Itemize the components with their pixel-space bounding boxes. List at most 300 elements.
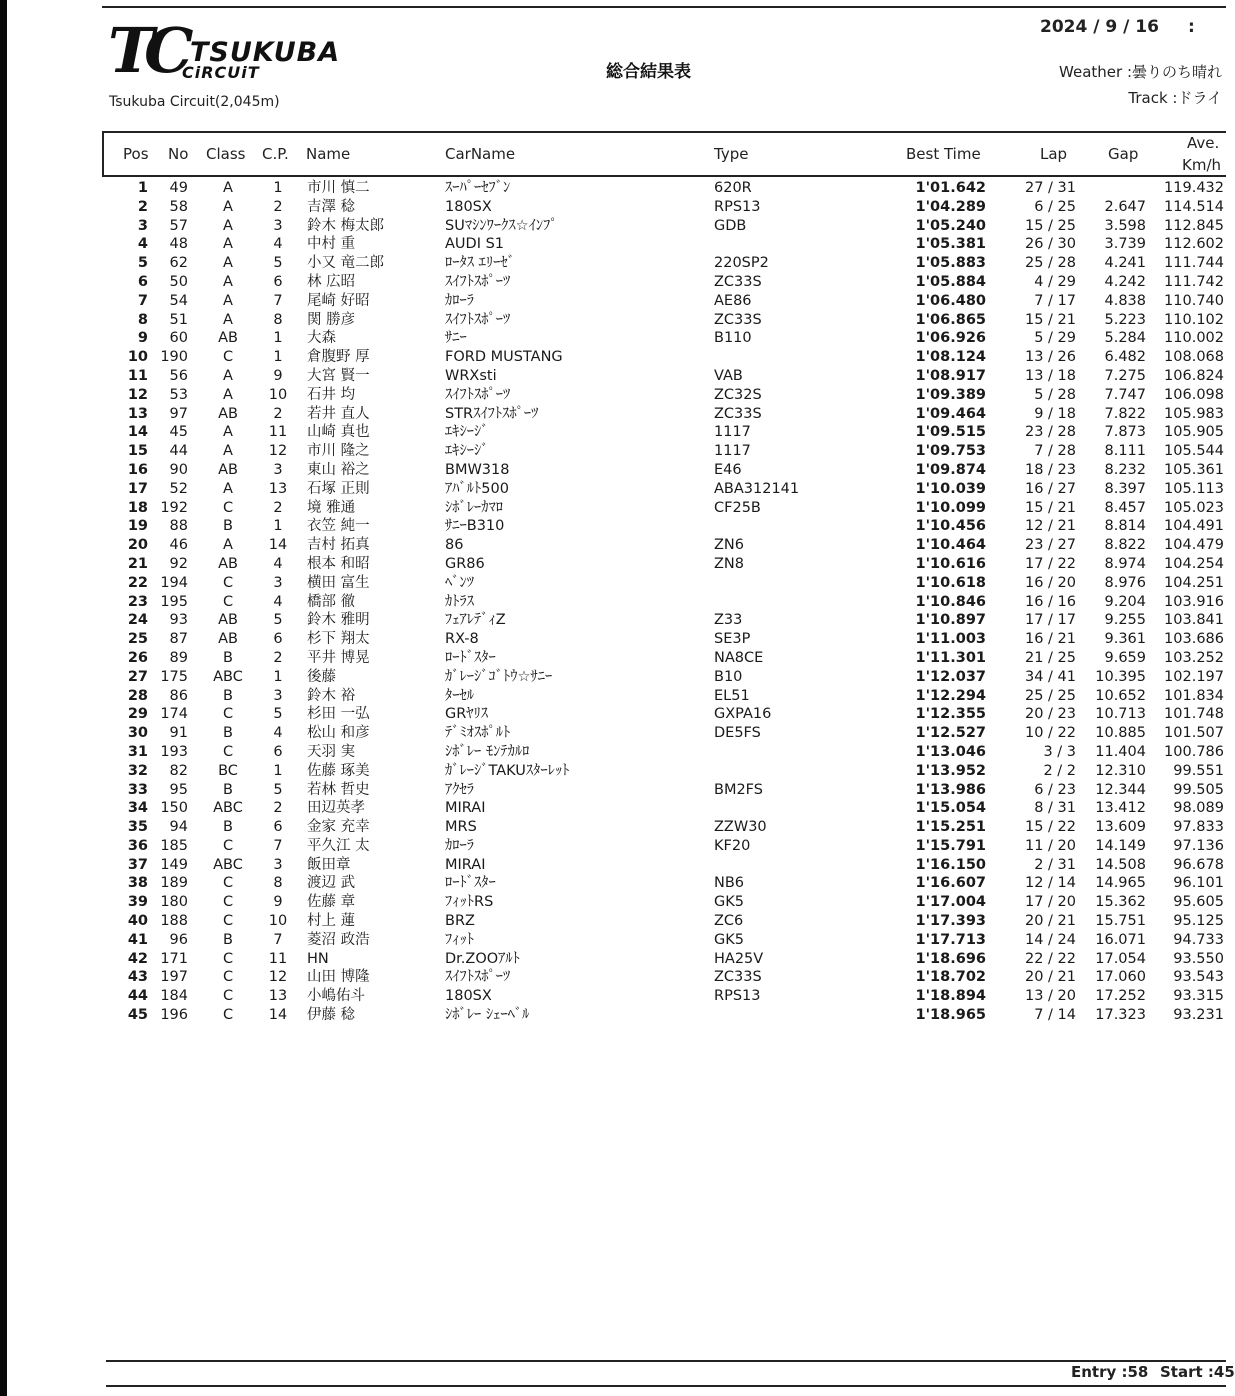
result-class-position: 8 (273, 311, 283, 328)
result-car-number: 44 (169, 443, 188, 460)
result-class: A (223, 311, 233, 328)
result-pos: 33 (127, 781, 148, 798)
result-car-number: 175 (160, 668, 188, 685)
result-average-speed: 104.251 (1164, 574, 1224, 591)
result-lap: 26 / 30 (1024, 236, 1076, 253)
result-driver-name: 菱沼 政浩 (307, 931, 370, 948)
table-row (0, 668, 1226, 687)
result-class: A (223, 386, 233, 403)
result-gap: 9.659 (1104, 649, 1146, 666)
result-average-speed: 96.101 (1173, 875, 1224, 892)
result-pos: 19 (127, 518, 148, 535)
result-lap: 16 / 21 (1024, 631, 1076, 648)
col-best-time: Best Time (906, 145, 981, 163)
result-driver-name: 松山 和彦 (307, 725, 370, 742)
result-class: B (223, 819, 233, 836)
result-average-speed: 104.491 (1164, 518, 1224, 535)
result-class-position: 10 (268, 913, 288, 930)
result-car-type: ZC33S (714, 969, 762, 986)
col-no: No (168, 145, 189, 163)
result-class-position: 10 (268, 386, 288, 403)
result-driver-name: 鈴木 雅明 (307, 612, 370, 629)
result-driver-name: 佐藤 琢美 (307, 762, 370, 779)
result-class-position: 12 (268, 443, 288, 460)
logo-wordmark-bottom: CiRCUiT (182, 63, 260, 82)
result-lap: 12 / 21 (1024, 518, 1076, 535)
result-pos: 21 (127, 555, 148, 572)
result-best-time: 1'10.616 (915, 555, 986, 572)
result-car-number: 58 (169, 198, 188, 215)
result-best-time: 1'08.917 (915, 367, 986, 384)
result-class-position: 7 (273, 837, 283, 854)
result-best-time: 1'17.713 (915, 931, 986, 948)
table-row (0, 536, 1226, 555)
result-best-time: 1'18.965 (915, 1007, 986, 1024)
result-car-number: 46 (169, 537, 188, 554)
table-row (0, 348, 1226, 367)
table-row (0, 423, 1226, 442)
result-average-speed: 95.605 (1173, 894, 1224, 911)
result-gap: 8.457 (1104, 499, 1146, 516)
result-best-time: 1'05.381 (915, 236, 986, 253)
result-class-position: 2 (273, 800, 283, 817)
result-class: A (223, 480, 233, 497)
result-car-name: AUDI S1 (445, 236, 505, 253)
result-class-position: 5 (273, 255, 283, 272)
result-driver-name: 山崎 真也 (307, 424, 370, 441)
result-pos: 29 (127, 706, 148, 723)
track-info: Track :ドライ (1128, 89, 1222, 107)
result-average-speed: 111.744 (1164, 255, 1224, 272)
result-car-name: WRXsti (445, 367, 497, 384)
result-driver-name: 天羽 実 (307, 743, 356, 760)
result-average-speed: 97.833 (1173, 819, 1224, 836)
result-pos: 31 (127, 743, 148, 760)
result-average-speed: 105.361 (1164, 461, 1224, 478)
result-average-speed: 103.841 (1164, 612, 1224, 629)
result-pos: 16 (127, 461, 148, 478)
result-average-speed: 106.824 (1164, 367, 1224, 384)
result-average-speed: 105.905 (1164, 424, 1224, 441)
result-class: A (223, 443, 233, 460)
result-lap: 25 / 25 (1024, 687, 1076, 704)
result-best-time: 1'15.251 (915, 819, 986, 836)
result-car-number: 62 (169, 255, 188, 272)
result-driver-name: 境 雅通 (307, 499, 356, 516)
result-pos: 43 (127, 969, 148, 986)
result-driver-name: 田辺英孝 (307, 800, 365, 817)
result-driver-name: 尾崎 好昭 (307, 292, 370, 309)
result-class-position: 6 (273, 273, 283, 290)
result-pos: 18 (127, 499, 148, 516)
result-gap: 17.060 (1095, 969, 1146, 986)
result-class-position: 3 (273, 856, 283, 873)
result-pos: 41 (127, 931, 148, 948)
result-lap: 13 / 26 (1024, 349, 1076, 366)
result-average-speed: 99.551 (1173, 762, 1224, 779)
result-best-time: 1'15.054 (915, 800, 986, 817)
table-row (0, 874, 1226, 893)
result-driver-name: 東山 裕之 (307, 461, 370, 478)
result-best-time: 1'16.607 (915, 875, 986, 892)
result-car-name: ｽｲﾌﾄｽﾎﾟｰﾂ (445, 386, 511, 403)
result-best-time: 1'04.289 (915, 198, 986, 215)
result-class-position: 6 (273, 819, 283, 836)
result-class-position: 1 (273, 762, 283, 779)
table-row (0, 856, 1226, 875)
table-row (0, 799, 1226, 818)
circuit-name: Tsukuba Circuit(2,045m) (109, 94, 280, 110)
result-lap: 7 / 28 (1034, 443, 1076, 460)
result-car-name: ﾛｰﾀｽ ｴﾘｰｾﾞ (445, 255, 515, 272)
result-best-time: 1'05.884 (915, 273, 986, 290)
result-car-name: ｶﾛｰﾗ (445, 292, 474, 309)
result-class: C (222, 1007, 234, 1024)
result-car-number: 51 (169, 311, 188, 328)
result-car-number: 192 (160, 499, 188, 516)
result-class-position: 2 (273, 649, 283, 666)
result-lap: 16 / 20 (1024, 574, 1076, 591)
result-driver-name: 伊藤 稔 (307, 1007, 356, 1024)
result-car-name: STRｽｲﾌﾄｽﾎﾟｰﾂ (445, 405, 539, 422)
result-driver-name: 市川 隆之 (307, 443, 370, 460)
result-best-time: 1'18.702 (915, 969, 986, 986)
result-gap: 10.713 (1095, 706, 1146, 723)
result-car-number: 49 (169, 180, 188, 196)
result-class-position: 8 (273, 875, 283, 892)
result-class: AB (218, 631, 238, 648)
result-average-speed: 106.098 (1164, 386, 1224, 403)
result-best-time: 1'18.696 (915, 950, 986, 967)
col-name: Name (306, 145, 351, 163)
result-car-name: ｼﾎﾞﾚｰ ﾓﾝﾃｶﾙﾛ (445, 743, 530, 760)
result-gap: 10.652 (1095, 687, 1146, 704)
result-pos: 13 (127, 405, 148, 422)
result-pos: 39 (127, 894, 148, 911)
result-lap: 18 / 23 (1024, 461, 1076, 478)
result-gap: 5.223 (1104, 311, 1146, 328)
result-lap: 17 / 20 (1024, 894, 1076, 911)
table-row (0, 743, 1226, 762)
result-car-name: MRS (445, 819, 477, 836)
result-car-name: ｽｲﾌﾄｽﾎﾟｰﾂ (445, 969, 511, 986)
result-class-position: 11 (268, 950, 288, 967)
result-gap: 6.482 (1104, 349, 1146, 366)
result-driver-name: 関 勝彦 (307, 311, 356, 328)
result-car-name: Dr.ZOOｱﾙﾄ (445, 950, 520, 967)
result-average-speed: 99.505 (1173, 781, 1224, 798)
result-class: AB (218, 612, 238, 629)
table-row (0, 235, 1226, 254)
results-table-body (0, 179, 1226, 1025)
result-car-number: 50 (169, 273, 188, 290)
result-best-time: 1'08.124 (915, 349, 986, 366)
result-pos: 15 (127, 443, 148, 460)
result-average-speed: 108.068 (1164, 349, 1224, 366)
header-top-rule (102, 131, 1226, 133)
result-lap: 23 / 27 (1024, 537, 1076, 554)
result-car-type: 220SP2 (714, 255, 769, 272)
result-car-name: FORD MUSTANG (445, 349, 563, 366)
result-gap: 10.885 (1095, 725, 1146, 742)
result-best-time: 1'13.046 (915, 743, 986, 760)
result-class-position: 11 (268, 424, 288, 441)
result-gap: 8.232 (1104, 461, 1146, 478)
result-car-name: ｼﾎﾞﾚｰ ｼｪｰﾍﾞﾙ (445, 1007, 530, 1024)
result-best-time: 1'06.865 (915, 311, 986, 328)
result-lap: 2 / 31 (1034, 856, 1076, 873)
col-lap: Lap (1040, 145, 1068, 163)
result-lap: 23 / 28 (1024, 424, 1076, 441)
result-class-position: 5 (273, 781, 283, 798)
table-row (0, 367, 1226, 386)
result-pos: 3 (137, 217, 148, 234)
result-class: ABC (213, 800, 243, 817)
result-car-name: MIRAI (445, 800, 486, 817)
result-best-time: 1'10.618 (915, 574, 986, 591)
result-pos: 24 (127, 612, 148, 629)
result-lap: 6 / 25 (1034, 198, 1076, 215)
result-car-name: ｽｲﾌﾄｽﾎﾟｰﾂ (445, 311, 511, 328)
result-average-speed: 103.916 (1164, 593, 1224, 610)
result-best-time: 1'10.456 (915, 518, 986, 535)
result-driver-name: 平久江 太 (307, 837, 370, 854)
result-car-number: 95 (169, 781, 188, 798)
result-lap: 12 / 14 (1024, 875, 1076, 892)
result-class: A (223, 255, 233, 272)
table-row (0, 705, 1226, 724)
col-ave: Ave. (1187, 134, 1220, 152)
result-class: C (222, 894, 234, 911)
result-average-speed: 119.432 (1164, 180, 1224, 196)
col-type: Type (714, 145, 749, 163)
result-car-name: ｶﾞﾚｰｼﾞｺﾞﾄｳ☆ｻﾆｰ (445, 668, 553, 685)
result-best-time: 1'05.883 (915, 255, 986, 272)
table-row (0, 1006, 1226, 1025)
table-row (0, 893, 1226, 912)
table-row (0, 405, 1226, 424)
col-gap: Gap (1108, 145, 1139, 163)
result-class-position: 13 (268, 480, 288, 497)
result-average-speed: 103.686 (1164, 631, 1224, 648)
table-row (0, 292, 1226, 311)
result-class-position: 3 (273, 574, 283, 591)
result-pos: 30 (127, 725, 148, 742)
result-class-position: 3 (273, 461, 283, 478)
result-car-number: 96 (169, 931, 188, 948)
footer-bottom-rule (106, 1385, 1226, 1387)
result-car-number: 188 (160, 913, 188, 930)
result-average-speed: 103.252 (1164, 649, 1224, 666)
result-pos: 37 (127, 856, 148, 873)
result-average-speed: 100.786 (1164, 743, 1224, 760)
result-car-number: 82 (169, 762, 188, 779)
result-car-type: ZC32S (714, 386, 762, 403)
result-class: C (222, 706, 234, 723)
result-best-time: 1'13.952 (915, 762, 986, 779)
result-pos: 14 (127, 424, 148, 441)
logo-mark: TC (108, 14, 184, 87)
result-driver-name: 杉下 翔太 (307, 631, 370, 648)
result-car-type: ZC6 (714, 913, 744, 930)
result-gap: 3.598 (1104, 217, 1146, 234)
result-car-name: ﾍﾞﾝﾂ (445, 574, 474, 591)
result-lap: 13 / 20 (1024, 988, 1076, 1005)
result-car-type: B110 (714, 330, 752, 347)
result-car-number: 52 (169, 480, 188, 497)
col-pos: Pos (123, 145, 149, 163)
result-car-name: GR86 (445, 555, 485, 572)
result-driver-name: 橋部 徹 (307, 593, 356, 610)
result-car-type: NB6 (714, 875, 745, 892)
result-gap: 15.362 (1095, 894, 1146, 911)
result-lap: 25 / 28 (1024, 255, 1076, 272)
result-pos: 44 (127, 988, 148, 1005)
result-class-position: 12 (268, 969, 288, 986)
result-class: C (222, 969, 234, 986)
result-gap: 12.344 (1095, 781, 1146, 798)
result-car-number: 185 (160, 837, 188, 854)
result-class-position: 1 (273, 180, 283, 196)
result-car-name: ｼﾎﾞﾚｰｶﾏﾛ (445, 499, 503, 516)
result-gap: 8.822 (1104, 537, 1146, 554)
result-pos: 17 (127, 480, 148, 497)
result-driver-name: 金家 充幸 (307, 819, 370, 836)
header-left-rule (102, 131, 104, 177)
result-car-number: 93 (169, 612, 188, 629)
table-row (0, 461, 1226, 480)
result-average-speed: 105.023 (1164, 499, 1224, 516)
result-car-number: 86 (169, 687, 188, 704)
result-lap: 4 / 29 (1034, 273, 1076, 290)
result-driver-name: 大宮 賢一 (307, 367, 370, 384)
table-row (0, 724, 1226, 743)
result-class-position: 4 (273, 555, 283, 572)
footer-top-rule (106, 1360, 1226, 1362)
result-best-time: 1'16.150 (915, 856, 986, 873)
result-car-name: RX-8 (445, 631, 479, 648)
table-row (0, 273, 1226, 292)
result-car-type: SE3P (714, 631, 751, 648)
result-driver-name: 倉腹野 厚 (307, 349, 370, 366)
result-average-speed: 94.733 (1173, 931, 1224, 948)
result-driver-name: 飯田章 (307, 856, 351, 873)
result-car-name: MIRAI (445, 856, 486, 873)
result-driver-name: 小嶋佑斗 (307, 988, 365, 1005)
result-class-position: 13 (268, 988, 288, 1005)
tsukuba-circuit-logo (108, 14, 368, 87)
result-best-time: 1'10.039 (915, 480, 986, 497)
result-lap: 11 / 20 (1024, 837, 1076, 854)
result-class-position: 3 (273, 687, 283, 704)
result-class: A (223, 198, 233, 215)
result-car-name: SUﾏｼﾝﾜｰｸｽ☆ｲﾝﾌﾟ (445, 217, 558, 234)
result-best-time: 1'12.294 (915, 687, 986, 704)
result-lap: 15 / 21 (1024, 311, 1076, 328)
result-pos: 5 (137, 255, 148, 272)
result-car-type: ABA312141 (714, 480, 800, 497)
result-driver-name: HN (307, 950, 329, 967)
result-class-position: 2 (273, 499, 283, 516)
result-class-position: 6 (273, 631, 283, 648)
result-car-number: 88 (169, 518, 188, 535)
result-lap: 3 / 3 (1043, 743, 1076, 760)
result-car-type: GXPA16 (714, 706, 772, 723)
result-car-name: ﾌｨｯﾄRS (445, 894, 494, 911)
result-car-name: ﾌｨｯﾄ (445, 931, 474, 948)
result-gap: 7.873 (1104, 424, 1146, 441)
result-class: AB (218, 555, 238, 572)
table-row (0, 555, 1226, 574)
result-gap: 7.275 (1104, 367, 1146, 384)
result-class: AB (218, 461, 238, 478)
table-row (0, 386, 1226, 405)
result-car-name: ﾛｰﾄﾞｽﾀｰ (445, 875, 496, 892)
result-gap: 14.965 (1095, 875, 1146, 892)
result-pos: 1 (137, 180, 148, 196)
result-average-speed: 97.136 (1173, 837, 1224, 854)
result-class: A (223, 424, 233, 441)
result-car-number: 60 (169, 330, 188, 347)
result-lap: 14 / 24 (1024, 931, 1076, 948)
result-pos: 27 (127, 668, 148, 685)
result-average-speed: 105.113 (1164, 480, 1224, 497)
table-row (0, 517, 1226, 536)
result-car-name: ｴｷｼｰｼﾞ (445, 424, 489, 441)
result-lap: 5 / 28 (1034, 386, 1076, 403)
result-lap: 5 / 29 (1034, 330, 1076, 347)
result-car-type: CF25B (714, 499, 761, 516)
result-gap: 12.310 (1095, 762, 1146, 779)
result-car-type: VAB (714, 367, 743, 384)
result-class: C (222, 988, 234, 1005)
top-rule (102, 6, 1226, 8)
result-car-type: ZC33S (714, 311, 762, 328)
result-lap: 10 / 22 (1024, 725, 1076, 742)
result-pos: 12 (127, 386, 148, 403)
table-row (0, 912, 1226, 931)
result-class: ABC (213, 668, 243, 685)
result-car-number: 189 (160, 875, 188, 892)
result-class: A (223, 273, 233, 290)
result-average-speed: 93.315 (1173, 988, 1224, 1005)
table-row (0, 499, 1226, 518)
result-best-time: 1'09.389 (915, 386, 986, 403)
result-best-time: 1'01.642 (915, 180, 986, 196)
result-car-number: 195 (160, 593, 188, 610)
result-lap: 7 / 17 (1034, 292, 1076, 309)
result-driver-name: 衣笠 純一 (307, 518, 370, 535)
result-class-position: 1 (273, 330, 283, 347)
result-pos: 35 (127, 819, 148, 836)
result-car-number: 87 (169, 631, 188, 648)
result-car-number: 194 (160, 574, 188, 591)
result-car-type: GK5 (714, 931, 744, 948)
result-class: AB (218, 330, 238, 347)
result-class: A (223, 180, 233, 196)
result-car-type: ZC33S (714, 273, 762, 290)
result-class-position: 9 (273, 894, 283, 911)
result-gap: 5.284 (1104, 330, 1146, 347)
result-lap: 16 / 16 (1024, 593, 1076, 610)
result-best-time: 1'09.874 (915, 461, 986, 478)
result-class: B (223, 725, 233, 742)
col-carname: CarName (445, 145, 516, 163)
result-car-name: 180SX (445, 988, 492, 1005)
result-car-name: ﾃﾞﾐｵｽﾎﾟﾙﾄ (445, 725, 511, 742)
table-row (0, 179, 1226, 198)
result-gap: 8.397 (1104, 480, 1146, 497)
